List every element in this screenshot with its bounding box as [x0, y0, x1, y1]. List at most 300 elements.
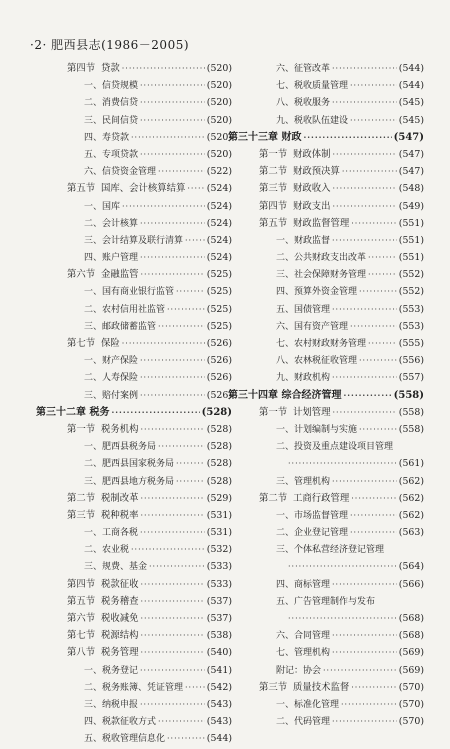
- toc-entry-label: 第四节: [67, 578, 96, 590]
- toc-page-number: (541): [206, 664, 232, 676]
- toc-entry-label: 第三节: [67, 509, 96, 521]
- dot-leader: [141, 627, 205, 644]
- toc-page-number: (528): [206, 423, 232, 435]
- toc-subsection-entry: [36, 473, 232, 490]
- toc-page-number: (544): [398, 63, 424, 74]
- dot-leader: [288, 558, 397, 575]
- toc-page-number: (561): [398, 458, 424, 470]
- toc-entry-label: 第三十四章: [228, 389, 278, 401]
- toc-entry-title: [36, 421, 139, 438]
- toc-subsection-entry: [228, 627, 424, 644]
- toc-section-entry: [228, 198, 424, 215]
- dot-leader: [141, 610, 205, 627]
- toc-entry-title: 五、税收管理信息化: [84, 734, 166, 745]
- toc-subsection-entry: [228, 249, 424, 266]
- toc-subsection-entry: [36, 713, 232, 730]
- toc-subsection-entry: [36, 129, 232, 146]
- dot-leader: [350, 318, 397, 335]
- dot-leader: [141, 266, 205, 283]
- dot-leader: [359, 421, 397, 438]
- dot-leader: [342, 163, 397, 180]
- toc-subsection-entry: [228, 60, 424, 77]
- toc-entry-label: 第二节: [259, 166, 288, 178]
- toc-page-number: (549): [398, 200, 424, 212]
- toc-page-number: (525): [206, 269, 232, 281]
- toc-subsection-entry: [36, 387, 232, 404]
- dot-leader: [185, 679, 205, 696]
- toc-entry-title: [36, 335, 120, 352]
- toc-page-number: (569): [398, 664, 424, 676]
- toc-entry-title: [36, 593, 139, 610]
- dot-leader: [288, 610, 397, 627]
- dot-leader: [140, 112, 205, 129]
- toc-page-number: (542): [206, 681, 232, 693]
- toc-entry-title: 九、财政机构: [276, 373, 331, 384]
- toc-page-number: (533): [206, 578, 232, 590]
- toc-entry-title: [36, 610, 139, 627]
- toc-entry-text: 税务稽查: [101, 595, 139, 607]
- toc-subsection-entry: [36, 198, 232, 215]
- toc-page-number: (538): [206, 630, 232, 642]
- toc-subsection-entry: [228, 438, 424, 455]
- toc-entry-title: [228, 180, 331, 197]
- toc-page-number: (552): [398, 269, 424, 281]
- toc-page-number: (543): [206, 698, 232, 710]
- toc-page-number: (551): [398, 234, 424, 246]
- toc-entry-title: 二、会计核算: [84, 218, 139, 229]
- toc-entry-text: 贷款: [101, 63, 120, 74]
- toc-subsection-entry: [228, 455, 424, 472]
- toc-subsection-entry: [228, 283, 424, 300]
- toc-entry-title: 四、寿贷款: [84, 132, 130, 143]
- dot-leader: [122, 198, 205, 215]
- toc-entry-label: 第三十二章: [36, 406, 86, 418]
- toc-page-number: (524): [206, 183, 232, 195]
- toc-entry-title: 七、管理机构: [276, 648, 331, 659]
- dot-leader: [368, 266, 397, 283]
- dot-leader: [158, 438, 205, 455]
- toc-entry-title: 四、商标管理: [276, 579, 331, 590]
- toc-page-number: (526): [206, 338, 232, 349]
- dot-leader: [176, 283, 205, 300]
- toc-page-number: (520): [206, 131, 232, 143]
- toc-entry-title: 七、税收质量管理: [276, 81, 349, 92]
- toc-page-number: (520): [206, 97, 232, 109]
- toc-entry-text: 财政预决算: [293, 166, 340, 178]
- toc-page-number: (545): [398, 97, 424, 109]
- toc-entry-label: 第三节: [259, 183, 288, 195]
- toc-entry-text: 财政体制: [293, 148, 331, 160]
- toc-page-number: (563): [398, 527, 424, 539]
- toc-entry-text: 税务: [89, 406, 110, 418]
- toc-entry-title: 四、账户管理: [84, 253, 139, 264]
- toc-subsection-entry: [228, 576, 424, 593]
- toc-entry-title: 附记：协会: [276, 665, 322, 676]
- dot-leader: [343, 387, 391, 404]
- toc-subsection-entry: [36, 77, 232, 94]
- toc-entry-title: [36, 644, 139, 661]
- toc-entry-title: 二、公共财政支出改革: [276, 253, 367, 264]
- toc-entry-title: [36, 627, 139, 644]
- toc-entry-title: [228, 404, 331, 421]
- toc-page-number: (551): [398, 252, 424, 264]
- toc-entry-label: 第六节: [67, 269, 96, 281]
- toc-entry-title: [36, 490, 139, 507]
- toc-entry-label: 第二节: [67, 492, 96, 504]
- toc-subsection-entry: [228, 593, 424, 610]
- dot-leader: [350, 507, 397, 524]
- dot-leader: [140, 369, 205, 386]
- dot-leader: [350, 77, 397, 94]
- toc-section-entry: [36, 421, 232, 438]
- toc-subsection-entry: [228, 644, 424, 661]
- toc-page-number: (558): [398, 423, 424, 435]
- toc-page-number: (528): [206, 475, 232, 487]
- dot-leader: [332, 644, 397, 661]
- toc-entry-title: 一、国库: [84, 201, 121, 212]
- dot-leader: [368, 335, 397, 352]
- dot-leader: [140, 249, 205, 266]
- toc-entry-text: 税务机构: [101, 423, 139, 435]
- toc-section-entry: [36, 60, 232, 77]
- toc-page-number: (520): [206, 148, 232, 160]
- toc-section-entry: [228, 146, 424, 163]
- toc-entry-label: 第四节: [259, 200, 288, 212]
- toc-entry-label: 第四节: [67, 63, 96, 74]
- toc-entry-title: 一、计划编制与实施: [276, 424, 358, 435]
- toc-subsection-entry: [36, 369, 232, 386]
- toc-page-number: (547): [398, 148, 424, 160]
- toc-subsection-entry: [228, 112, 424, 129]
- toc-subsection-entry: [228, 232, 424, 249]
- toc-page-number: (524): [206, 217, 232, 229]
- dot-leader: [158, 713, 205, 730]
- toc-section-entry: [228, 163, 424, 180]
- toc-entry-title: 六、信贷资金管理: [84, 167, 157, 178]
- dot-leader: [332, 60, 397, 77]
- toc-entry-title: 八、农林税征收管理: [276, 356, 358, 367]
- dot-leader: [141, 421, 205, 438]
- toc-section-entry: [36, 576, 232, 593]
- toc-section-entry: [36, 610, 232, 627]
- toc-entry-label: 第七节: [67, 338, 96, 349]
- toc-page-number: (553): [398, 303, 424, 315]
- toc-entry-title: 二、企业登记管理: [276, 528, 349, 539]
- toc-page-number: (520): [206, 114, 232, 126]
- toc-page-number: (547): [393, 131, 424, 143]
- toc-subsection-entry: [228, 541, 424, 558]
- toc-entry-title: 一、肥西县税务局: [84, 442, 157, 453]
- toc-entry-text: 税种税率: [101, 509, 139, 521]
- toc-entry-title: 三、邮政储蓄监管: [84, 321, 157, 332]
- dot-leader: [333, 146, 397, 163]
- dot-leader: [111, 404, 199, 421]
- toc-subsection-entry: [228, 524, 424, 541]
- toc-entry-label: 第七节: [67, 630, 96, 642]
- toc-entry-title: 二、投资及重点建设项目管理: [276, 442, 394, 453]
- toc-entry-title: 六、国有资产管理: [276, 321, 349, 332]
- toc-entry-text: 综合经济管理: [281, 389, 342, 401]
- dot-leader: [167, 730, 205, 747]
- toc-page-number: (570): [398, 681, 424, 693]
- toc-entry-label: 第三十三章: [228, 131, 278, 143]
- toc-page-number: (562): [398, 475, 424, 487]
- toc-entry-title: [36, 266, 139, 283]
- toc-page-number: (558): [398, 406, 424, 418]
- toc-section-entry: [228, 215, 424, 232]
- toc-page-number: (531): [206, 527, 232, 539]
- toc-subsection-entry: [36, 541, 232, 558]
- toc-page-number: (528): [206, 458, 232, 470]
- toc-chapter-entry: [228, 387, 424, 404]
- toc-page-number: (555): [398, 338, 424, 349]
- toc-subsection-entry: [228, 473, 424, 490]
- toc-page-number: (568): [398, 630, 424, 642]
- toc-page-number: (569): [398, 647, 424, 659]
- toc-entry-title: 一、信贷规模: [84, 81, 139, 92]
- toc-subsection-entry: [36, 524, 232, 541]
- dot-leader: [140, 524, 205, 541]
- toc-page-number: (570): [398, 716, 424, 728]
- toc-page-number: (525): [206, 303, 232, 315]
- toc-subsection-entry: [228, 558, 424, 575]
- toc-entry-title: 一、国有商业银行监管: [84, 287, 175, 298]
- toc-entry-title: 三、纳税申报: [84, 699, 139, 710]
- toc-page-number: (522): [206, 166, 232, 178]
- toc-page-number: (556): [398, 355, 424, 367]
- toc-subsection-entry: [228, 318, 424, 335]
- toc-entry-text: 税制改革: [101, 492, 139, 504]
- toc-subsection-entry: [36, 232, 232, 249]
- toc-entry-title: 三、社会保障财务管理: [276, 270, 367, 281]
- dot-leader: [176, 455, 205, 472]
- dot-leader: [140, 352, 205, 369]
- toc-page-number: (532): [206, 544, 232, 556]
- toc-entry-title: [36, 576, 139, 593]
- toc-entry-label: 第八节: [67, 647, 96, 659]
- toc-page-number: (552): [398, 286, 424, 298]
- toc-entry-title: 六、合同管理: [276, 631, 331, 642]
- toc-entry-title: [228, 490, 349, 507]
- dot-leader: [303, 129, 391, 146]
- toc-chapter-entry: [228, 129, 424, 146]
- toc-subsection-entry: [228, 352, 424, 369]
- toc-page-number: (543): [206, 716, 232, 728]
- toc-page-number: (570): [398, 698, 424, 710]
- dot-leader: [332, 232, 397, 249]
- toc-section-entry: [228, 404, 424, 421]
- toc-subsection-entry: [228, 335, 424, 352]
- toc-subsection-entry: [228, 507, 424, 524]
- toc-entry-title: [36, 60, 120, 77]
- toc-entry-text: 税款征收: [101, 578, 139, 590]
- toc-page-number: (520): [206, 80, 232, 92]
- toc-subsection-entry: [36, 696, 232, 713]
- toc-entry-text: 税源结构: [101, 630, 139, 642]
- dot-leader: [359, 283, 397, 300]
- toc-subsection-entry: [228, 696, 424, 713]
- dot-leader: [187, 180, 204, 197]
- toc-page-number: (568): [398, 613, 424, 624]
- dot-leader: [140, 387, 205, 404]
- toc-entry-title: 三、赔付案例: [84, 390, 139, 401]
- toc-entry-label: 第五节: [67, 595, 96, 607]
- toc-entry-title: [228, 163, 340, 180]
- toc-entry-title: 一、市场监督管理: [276, 510, 349, 521]
- dot-leader: [350, 112, 397, 129]
- toc-entry-title: [228, 146, 331, 163]
- dot-leader: [185, 232, 205, 249]
- toc-subsection-entry: [228, 301, 424, 318]
- toc-page-number: (528): [206, 441, 232, 453]
- dot-leader: [140, 662, 205, 679]
- toc-page-number: (525): [206, 320, 232, 332]
- toc-page-number: (540): [206, 647, 232, 659]
- toc-entry-text: 工商行政管理: [293, 492, 350, 504]
- toc-subsection-entry: [36, 283, 232, 300]
- toc-section-entry: [36, 507, 232, 524]
- toc-page-number: (547): [398, 166, 424, 178]
- dot-leader: [288, 455, 397, 472]
- toc-section-entry: [36, 593, 232, 610]
- toc-entry-title: 一、税务登记: [84, 665, 139, 676]
- toc-entry-title: [36, 507, 139, 524]
- toc-entry-text: 财政收入: [293, 183, 331, 195]
- dot-leader: [351, 215, 397, 232]
- toc-subsection-entry: [228, 662, 424, 679]
- toc-entry-title: 五、专项贷款: [84, 149, 139, 160]
- dot-leader: [122, 335, 205, 352]
- dot-leader: [141, 576, 205, 593]
- toc-subsection-entry: [36, 112, 232, 129]
- toc-page-number: (564): [398, 561, 424, 573]
- toc-entry-title: 一、工商各税: [84, 528, 139, 539]
- toc-page-number: (557): [398, 372, 424, 384]
- dot-leader: [158, 163, 205, 180]
- toc-entry-title: 一、财政监督: [276, 235, 331, 246]
- dot-leader: [176, 473, 205, 490]
- toc-entry-text: 税收减免: [101, 613, 139, 624]
- dot-leader: [141, 507, 205, 524]
- dot-leader: [131, 541, 205, 558]
- dot-leader: [341, 696, 397, 713]
- dot-leader: [332, 713, 397, 730]
- dot-leader: [359, 352, 397, 369]
- toc-section-entry: [228, 679, 424, 696]
- toc-page-number: (544): [206, 733, 232, 745]
- toc-page-number: (562): [398, 509, 424, 521]
- toc-entry-title: 二、税务账簿、凭证管理: [84, 682, 184, 693]
- toc-subsection-entry: [36, 438, 232, 455]
- toc-page-number: (524): [206, 252, 232, 264]
- dot-leader: [332, 369, 397, 386]
- toc-subsection-entry: [36, 146, 232, 163]
- toc-subsection-entry: [228, 77, 424, 94]
- toc-page-number: (548): [398, 183, 424, 195]
- toc-entry-title: 一、标准化管理: [276, 699, 340, 710]
- toc-entry-title: 一、财产保险: [84, 356, 139, 367]
- dot-leader: [332, 627, 397, 644]
- dot-leader: [368, 249, 397, 266]
- toc-entry-title: 九、税收队伍建设: [276, 115, 349, 126]
- toc-entry-title: 八、税收服务: [276, 98, 331, 109]
- toc-entry-label: 第一节: [259, 406, 288, 418]
- toc-subsection-entry: [36, 94, 232, 111]
- toc-entry-title: 三、肥西县地方税务局: [84, 476, 175, 487]
- dot-leader: [140, 77, 205, 94]
- toc-entry-label: 第一节: [67, 423, 96, 435]
- toc-page-number: (525): [206, 286, 232, 298]
- toc-entry-title: 三、民间信贷: [84, 115, 139, 126]
- toc-subsection-entry: [36, 558, 232, 575]
- toc-section-entry: [36, 490, 232, 507]
- toc-entry-title: 三、个体私营经济登记管理: [276, 545, 385, 556]
- dot-leader: [131, 129, 205, 146]
- toc-entry-label: 第五节: [259, 217, 288, 229]
- toc-page-number: (528): [201, 406, 232, 418]
- toc-entry-title: [228, 215, 349, 232]
- toc-entry-title: 四、预算外资金管理: [276, 287, 358, 298]
- toc-entry-title: 五、国债管理: [276, 304, 331, 315]
- toc-section-entry: [228, 180, 424, 197]
- dot-leader: [351, 679, 397, 696]
- toc-page-number: (545): [398, 114, 424, 126]
- dot-leader: [167, 301, 205, 318]
- toc-section-entry: [36, 644, 232, 661]
- toc-entry-title: 七、农村财政财务管理: [276, 339, 367, 349]
- toc-page-number: (520): [206, 63, 232, 74]
- dot-leader: [333, 180, 397, 197]
- toc-entry-title: 二、农业税: [84, 545, 130, 556]
- toc-entry-text: 质量技术监督: [293, 681, 350, 693]
- toc-page-number: (524): [206, 200, 232, 212]
- toc-subsection-entry: [36, 679, 232, 696]
- toc-subsection-entry: [36, 318, 232, 335]
- toc-entry-title: 五、广告管理制作与发布: [276, 596, 376, 607]
- toc-subsection-entry: [228, 369, 424, 386]
- toc-entry-text: 保险: [101, 338, 120, 349]
- toc-section-entry: [36, 627, 232, 644]
- toc-entry-title: [36, 180, 185, 197]
- toc-page-number: (566): [398, 578, 424, 590]
- toc-section-entry: [36, 266, 232, 283]
- dot-leader: [323, 662, 397, 679]
- dot-leader: [333, 198, 397, 215]
- toc-entry-title: [228, 198, 331, 215]
- dot-leader: [332, 473, 397, 490]
- toc-entry-text: 财政支出: [293, 200, 331, 212]
- toc-entry-title: 三、管理机构: [276, 476, 331, 487]
- toc-right-column: [228, 60, 424, 730]
- dot-leader: [351, 490, 397, 507]
- toc-entry-title: 二、代码管理: [276, 717, 331, 728]
- toc-entry-title: [228, 129, 301, 146]
- toc-subsection-entry: [36, 455, 232, 472]
- toc-entry-label: 第五节: [67, 183, 96, 195]
- toc-subsection-entry: [228, 421, 424, 438]
- dot-leader: [141, 490, 205, 507]
- toc-page-number: (558): [393, 389, 424, 401]
- toc-entry-title: 二、肥西县国家税务局: [84, 459, 175, 470]
- dot-leader: [350, 524, 397, 541]
- toc-entry-text: 计划管理: [293, 406, 331, 418]
- toc-entry-title: [228, 679, 349, 696]
- toc-subsection-entry: [36, 249, 232, 266]
- toc-entry-title: 二、消费信贷: [84, 98, 139, 109]
- toc-entry-label: 第二节: [259, 492, 288, 504]
- toc-subsection-entry: [228, 610, 424, 627]
- toc-chapter-entry: [36, 404, 232, 421]
